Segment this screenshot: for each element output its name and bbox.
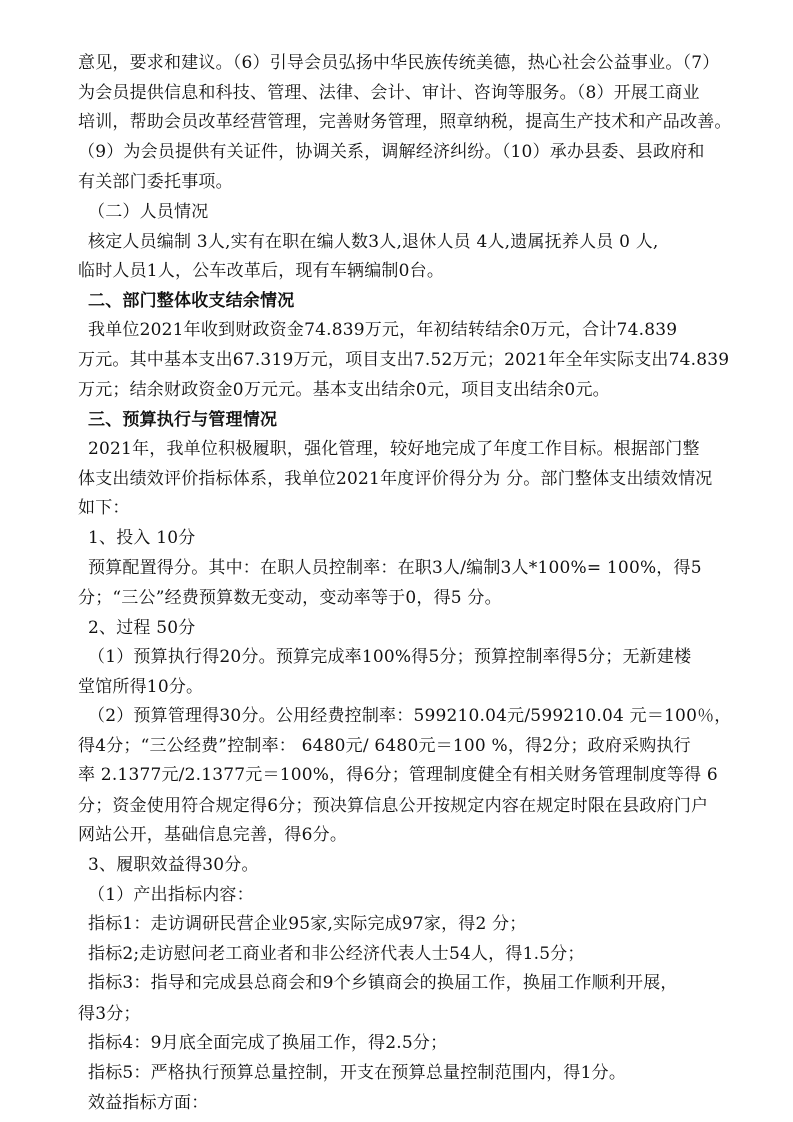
text-line: （1）预算执行得20分。预算完成率100%得5分；预算控制率得5分；无新建楼: [88, 647, 692, 667]
text-line: （1）产出指标内容：: [88, 885, 254, 905]
section-heading: 二、部门整体收支结余情况: [88, 291, 295, 311]
text-line: （9）为会员提供有关证件，协调关系，调解经济纠纷。（10）承办县委、县政府和: [78, 142, 705, 162]
text-line: 指标2;走访慰问老工商业者和非公经济代表人士54人，得1.5分；: [88, 944, 585, 964]
text-line: 指标4：9月底全面完成了换届工作，得2.5分；: [88, 1033, 448, 1053]
section-heading: 三、预算执行与管理情况: [88, 410, 278, 430]
text-line: 为会员提供信息和科技、管理、法律、会计、审计、咨询等服务。（8）开展工商业: [78, 83, 700, 103]
text-line: 如下：: [78, 498, 130, 518]
text-line: 指标5：严格执行预算总量控制，开支在预算总量控制范围内，得1分。: [88, 1063, 627, 1083]
text-line: 2021年，我单位积极履职，强化管理，较好地完成了年度工作目标。根据部门整: [88, 439, 700, 459]
text-line: 1、投入 10分: [88, 528, 196, 548]
text-line: 得3分；: [78, 1004, 141, 1024]
text-line: 预算配置得分。其中：在职人员控制率：在职3人/编制3人*100%= 100%，得5: [88, 558, 702, 578]
text-line: 我单位2021年收到财政资金74.839万元，年初结转结余0万元，合计74.839: [88, 320, 678, 340]
text-line: 万元；结余财政资金0万元元。基本支出结余0元，项目支出结余0元。: [78, 380, 610, 400]
text-line: 培训，帮助会员改革经营管理，完善财务管理，照章纳税，提高生产技术和产品改善。: [78, 112, 732, 132]
text-line: 核定人员编制 3人,实有在职在编人数3人,退休人员 4人,遗属抚养人员 0 人,: [88, 232, 659, 252]
text-line: 临时人员1人，公车改革后，现有车辆编制0台。: [78, 261, 445, 281]
text-line: 分；资金使用符合规定得6分；预决算信息公开按规定内容在规定时限在县政府门户: [78, 796, 709, 816]
text-line: 率 2.1377元/2.1377元＝100%，得6分；管理制度健全有相关财务管理制度等得 6: [78, 765, 718, 785]
text-line: 意见，要求和建议。（6）引导会员弘扬中华民族传统美德，热心社会公益事业。（7）: [78, 53, 720, 73]
text-line: 指标1：走访调研民营企业95家,实际完成97家，得2 分；: [88, 914, 527, 934]
text-line: 有关部门委托事项。: [78, 172, 233, 192]
text-line: 2、过程 50分: [88, 618, 196, 638]
text-line: 3、履职效益得30分。: [88, 855, 259, 875]
text-line: 指标3：指导和完成县总商会和9个乡镇商会的换届工作，换届工作顺利开展，: [88, 973, 678, 993]
text-line: 得4分；“三公经费”控制率： 6480元/ 6480元＝100 %，得2分；政府采购执行: [78, 736, 691, 756]
text-line: 分；“三公”经费预算数无变动，变动率等于0，得5 分。: [78, 588, 502, 608]
text-line: 效益指标方面：: [88, 1093, 209, 1113]
text-line: 万元。其中基本支出67.319万元，项目支出7.52万元；2021年全年实际支出74.839: [78, 350, 730, 370]
section-subheading: （二）人员情况: [88, 202, 209, 222]
text-line: 体支出绩效评价指标体系，我单位2021年度评价得分为 分。部门整体支出绩效情况: [78, 469, 713, 489]
text-line: 网站公开，基础信息完善，得6分。: [78, 825, 348, 845]
text-line: 堂馆所得10分。: [78, 677, 204, 697]
text-line: （2）预算管理得30分。公用经费控制率：599210.04元/599210.04 元＝100％，: [88, 706, 732, 726]
